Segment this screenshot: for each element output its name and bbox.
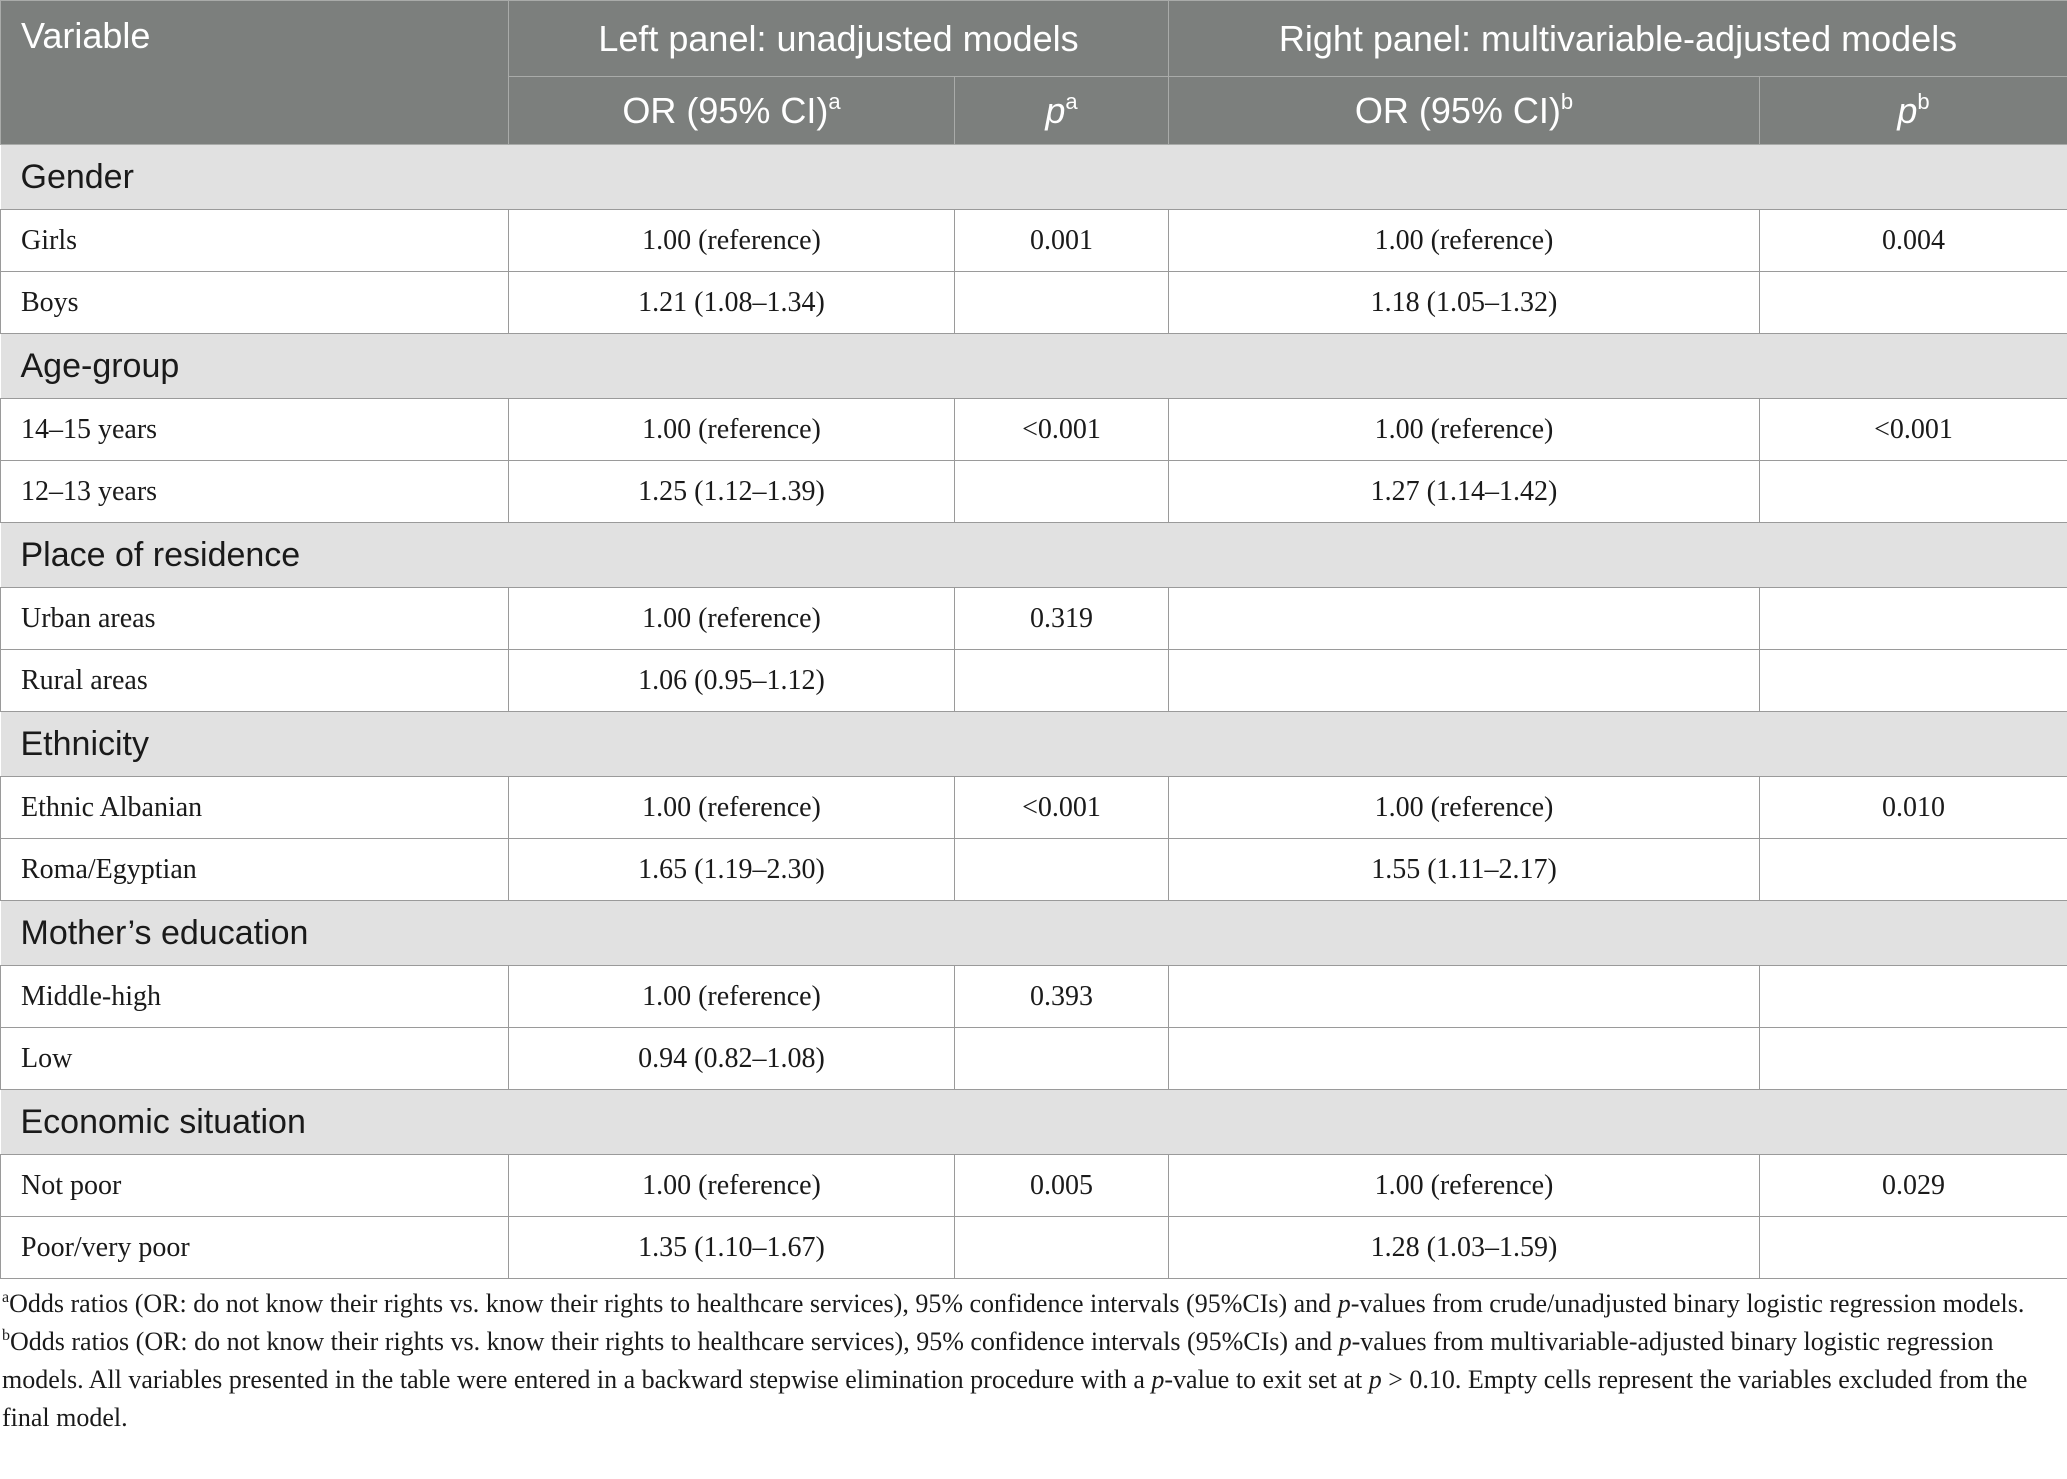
cell-p-unadjusted <box>955 1217 1169 1279</box>
section-title: Gender <box>1 145 2067 210</box>
table-row <box>1 966 2067 1028</box>
cell-p-adjusted: <0.001 <box>1760 399 2067 461</box>
cell-p-adjusted <box>1760 839 2067 901</box>
row-label: Ethnic Albanian <box>1 777 509 839</box>
header-variable: Variable <box>1 1 509 145</box>
footnote-b-text-4: > 0.10. Empty cells represent the variables excluded from the final model. <box>2 1365 2028 1432</box>
table-header <box>1 1 2067 145</box>
footnote-a-p: p <box>1337 1289 1351 1318</box>
header-or-ci-right-sup: b <box>1560 88 1574 114</box>
header-p-right-label: p <box>1897 89 1918 131</box>
cell-or-unadjusted: 1.00 (reference) <box>509 588 955 650</box>
cell-p-unadjusted <box>955 839 1169 901</box>
cell-p-adjusted <box>1760 1217 2067 1279</box>
cell-p-unadjusted: <0.001 <box>955 777 1169 839</box>
footnote-b-text-3: -value to exit set at <box>1164 1365 1369 1394</box>
cell-p-adjusted <box>1760 650 2067 712</box>
footnote-b-text-1: Odds ratios (OR: do not know their rights vs. know their rights to healthcare services), 95% confidence intervals (95%CIs) and <box>10 1327 1339 1356</box>
footnotes <box>0 1279 2067 1437</box>
header-left-panel: Left panel: unadjusted models <box>509 1 1169 77</box>
cell-or-unadjusted: 0.94 (0.82–1.08) <box>509 1028 955 1090</box>
cell-or-unadjusted: 1.00 (reference) <box>509 777 955 839</box>
cell-p-unadjusted: 0.001 <box>955 210 1169 272</box>
table-row <box>1 650 2067 712</box>
cell-p-adjusted <box>1760 272 2067 334</box>
header-or-ci-left <box>509 77 955 145</box>
table-row <box>1 1217 2067 1279</box>
cell-p-unadjusted <box>955 1028 1169 1090</box>
table-row <box>1 461 2067 523</box>
cell-or-unadjusted: 1.21 (1.08–1.34) <box>509 272 955 334</box>
section-row <box>1 334 2067 399</box>
cell-or-unadjusted: 1.06 (0.95–1.12) <box>509 650 955 712</box>
footnote-b-marker: b <box>2 1327 10 1344</box>
footnote-b-p2: p <box>1151 1365 1165 1394</box>
row-label: Poor/very poor <box>1 1217 509 1279</box>
footnote-b <box>2 1323 2065 1437</box>
row-label: 12–13 years <box>1 461 509 523</box>
cell-or-adjusted <box>1169 1028 1760 1090</box>
table-row <box>1 272 2067 334</box>
row-label: Not poor <box>1 1155 509 1217</box>
cell-p-unadjusted <box>955 272 1169 334</box>
cell-p-unadjusted <box>955 461 1169 523</box>
header-p-right-sup: b <box>1917 88 1930 114</box>
header-p-left-sup: a <box>1065 88 1078 114</box>
section-row <box>1 901 2067 966</box>
section-title: Ethnicity <box>1 712 2067 777</box>
footnote-a-text-1: Odds ratios (OR: do not know their rights vs. know their rights to healthcare services), 95% confidence intervals (95%CIs) and <box>9 1289 1338 1318</box>
cell-or-adjusted <box>1169 650 1760 712</box>
section-title: Economic situation <box>1 1090 2067 1155</box>
header-or-ci-right <box>1169 77 1760 145</box>
cell-p-adjusted: 0.010 <box>1760 777 2067 839</box>
cell-p-unadjusted <box>955 650 1169 712</box>
section-row <box>1 712 2067 777</box>
header-p-left-label: p <box>1045 89 1066 131</box>
cell-p-adjusted <box>1760 588 2067 650</box>
table-row <box>1 399 2067 461</box>
row-label: Low <box>1 1028 509 1090</box>
table-row <box>1 210 2067 272</box>
header-or-ci-right-label: OR (95% CI) <box>1354 89 1561 131</box>
row-label: Urban areas <box>1 588 509 650</box>
cell-or-unadjusted: 1.65 (1.19–2.30) <box>509 839 955 901</box>
cell-or-adjusted: 1.00 (reference) <box>1169 777 1760 839</box>
section-row <box>1 1090 2067 1155</box>
cell-or-adjusted: 1.18 (1.05–1.32) <box>1169 272 1760 334</box>
cell-p-adjusted <box>1760 1028 2067 1090</box>
table-row <box>1 588 2067 650</box>
cell-or-adjusted <box>1169 966 1760 1028</box>
row-label: Roma/Egyptian <box>1 839 509 901</box>
header-p-right <box>1760 77 2067 145</box>
table-row <box>1 1155 2067 1217</box>
cell-p-adjusted <box>1760 461 2067 523</box>
cell-p-adjusted: 0.004 <box>1760 210 2067 272</box>
table-row <box>1 777 2067 839</box>
table-row <box>1 1028 2067 1090</box>
cell-or-adjusted: 1.28 (1.03–1.59) <box>1169 1217 1760 1279</box>
section-title: Place of residence <box>1 523 2067 588</box>
cell-or-adjusted: 1.27 (1.14–1.42) <box>1169 461 1760 523</box>
cell-p-unadjusted: 0.005 <box>955 1155 1169 1217</box>
footnote-b-text-2: -values from multivariable-adjusted binary logistic regression models. All variables presented in the table were entered in a backward stepwise elimination procedure with a <box>2 1327 1994 1394</box>
footnote-b-p3: p <box>1368 1365 1382 1394</box>
row-label: Girls <box>1 210 509 272</box>
section-row <box>1 145 2067 210</box>
cell-p-adjusted <box>1760 966 2067 1028</box>
section-row <box>1 523 2067 588</box>
row-label: 14–15 years <box>1 399 509 461</box>
cell-p-unadjusted: <0.001 <box>955 399 1169 461</box>
cell-p-unadjusted: 0.319 <box>955 588 1169 650</box>
cell-or-unadjusted: 1.35 (1.10–1.67) <box>509 1217 955 1279</box>
footnote-a-text-2: -values from crude/unadjusted binary logistic regression models. <box>1350 1289 2025 1318</box>
table-row <box>1 839 2067 901</box>
cell-or-adjusted: 1.55 (1.11–2.17) <box>1169 839 1760 901</box>
section-title: Age-group <box>1 334 2067 399</box>
cell-or-adjusted: 1.00 (reference) <box>1169 1155 1760 1217</box>
cell-p-adjusted: 0.029 <box>1760 1155 2067 1217</box>
footnote-b-p: p <box>1338 1327 1352 1356</box>
table-body <box>1 145 2067 1279</box>
cell-or-unadjusted: 1.00 (reference) <box>509 399 955 461</box>
header-p-left <box>955 77 1169 145</box>
cell-or-adjusted <box>1169 588 1760 650</box>
row-label: Rural areas <box>1 650 509 712</box>
cell-or-unadjusted: 1.00 (reference) <box>509 1155 955 1217</box>
footnote-a-marker: a <box>2 1289 10 1306</box>
header-or-ci-left-label: OR (95% CI) <box>622 89 829 131</box>
row-label: Middle-high <box>1 966 509 1028</box>
cell-p-unadjusted: 0.393 <box>955 966 1169 1028</box>
header-or-ci-left-sup: a <box>828 88 841 114</box>
cell-or-adjusted: 1.00 (reference) <box>1169 399 1760 461</box>
cell-or-unadjusted: 1.00 (reference) <box>509 966 955 1028</box>
cell-or-unadjusted: 1.25 (1.12–1.39) <box>509 461 955 523</box>
header-row-panels <box>1 1 2067 77</box>
row-label: Boys <box>1 272 509 334</box>
header-right-panel: Right panel: multivariable-adjusted models <box>1169 1 2067 77</box>
cell-or-unadjusted: 1.00 (reference) <box>509 210 955 272</box>
footnote-a <box>2 1285 2065 1323</box>
cell-or-adjusted: 1.00 (reference) <box>1169 210 1760 272</box>
section-title: Mother’s education <box>1 901 2067 966</box>
